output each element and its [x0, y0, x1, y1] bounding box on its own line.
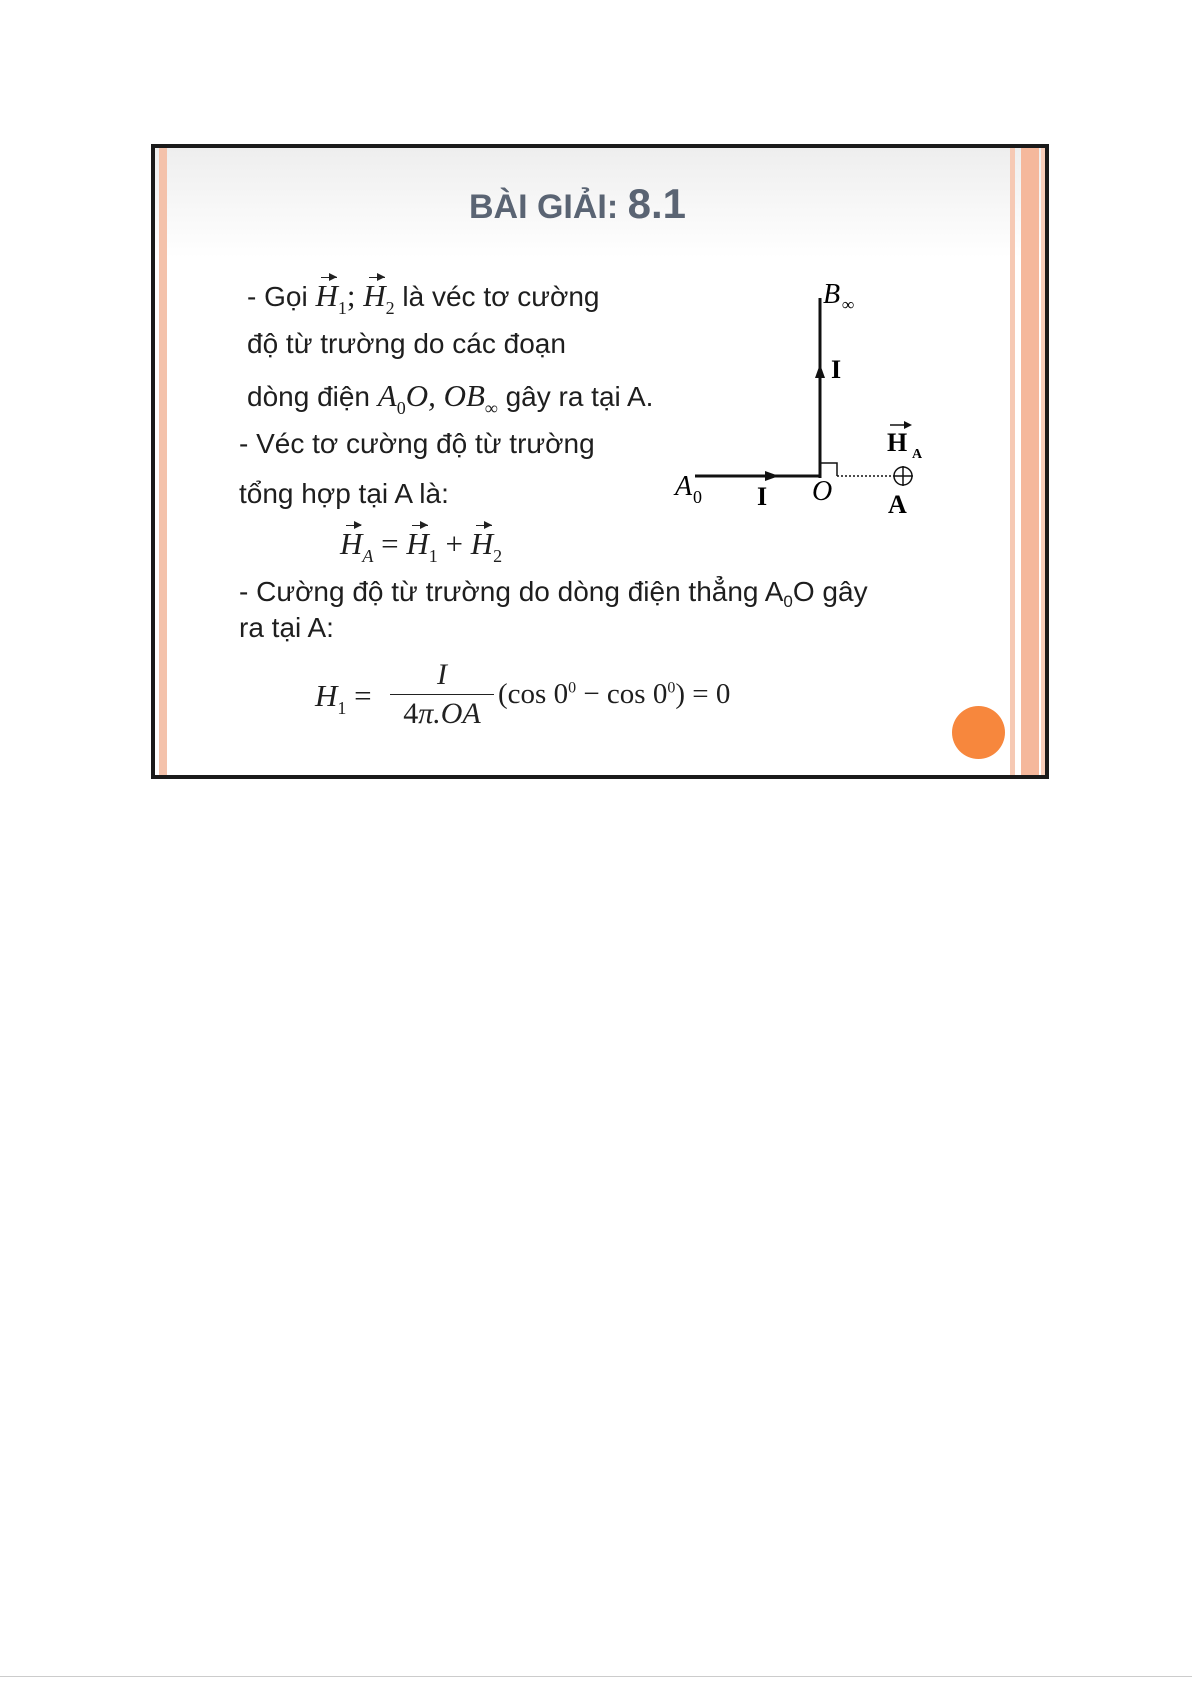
text-line-4: - Véc tơ cường độ từ trường [239, 428, 595, 459]
paren-close: ) = 0 [675, 678, 731, 710]
sub-2: 2 [385, 298, 395, 318]
den-pi: π [418, 697, 434, 730]
semicolon: ; [346, 278, 364, 313]
label-ha: H [887, 428, 908, 457]
label-i-vertical: I [831, 355, 842, 384]
vector-h2-eq: H [470, 526, 494, 561]
text-line-7: ra tại A: [239, 612, 334, 643]
minus-cos: − cos 0 [576, 678, 668, 710]
current-diagram [155, 148, 1045, 775]
label-o: O [812, 476, 833, 507]
sub-1: 1 [337, 298, 347, 318]
formula-equals: = [346, 678, 372, 713]
label-a0: A [675, 471, 693, 502]
label-b-inf: ∞ [842, 295, 855, 314]
orange-dot [952, 706, 1005, 759]
vector-h1: H [315, 278, 338, 313]
deg-2: 0 [667, 679, 676, 697]
den-4: 4 [403, 697, 419, 730]
vector-h1-eq: H [406, 526, 429, 561]
deg-1: 0 [568, 679, 577, 697]
line6-sub: 0 [783, 592, 793, 611]
line3-suffix: gây ra tại A. [505, 381, 654, 412]
line6-part1: - Cường độ từ trường do dòng điện thẳng A [239, 576, 784, 607]
vector-ha: H [340, 526, 363, 561]
slide [151, 144, 1049, 779]
sub-a: A [362, 546, 374, 566]
den-oa: .OA [433, 697, 481, 730]
label-a: A [888, 490, 907, 519]
formula-h: H [315, 678, 338, 713]
paren-cos: (cos 0 [498, 678, 569, 710]
line3-prefix: dòng điện [247, 381, 378, 412]
line1-prefix: - Gọi [247, 281, 316, 312]
horizontal-current-arrow [765, 471, 779, 481]
plus-sign: + [437, 526, 471, 561]
page-footer-line [0, 1676, 1192, 1677]
line1-suffix: là véc tơ cường [402, 281, 600, 312]
seg-o-ob: O, OB [405, 378, 485, 413]
seg-sub-inf: ∞ [484, 398, 498, 418]
sub-1-eq: 1 [428, 546, 438, 566]
formula-sub-1: 1 [337, 698, 347, 718]
equals-sign: = [373, 526, 407, 561]
label-a0-sub: 0 [693, 487, 702, 507]
line6-part2: O gây [792, 576, 868, 607]
vector-h2: H [363, 278, 386, 313]
vertical-current-arrow [815, 364, 825, 378]
seg-a: A [377, 378, 397, 413]
seg-sub-0: 0 [396, 398, 406, 418]
text-line-2: độ từ trường do các đoạn [247, 328, 566, 359]
sub-2-eq: 2 [493, 546, 503, 566]
label-b: B [823, 279, 841, 310]
title-prefix: BÀI GIẢI: [468, 188, 628, 226]
right-angle-mark [820, 463, 837, 476]
text-line-5: tổng hợp tại A là: [239, 478, 449, 509]
fraction-numerator: I [390, 658, 494, 695]
label-i-horizontal: I [757, 482, 768, 511]
title-number: 8.1 [627, 180, 687, 227]
label-ha-sub: A [912, 447, 923, 462]
